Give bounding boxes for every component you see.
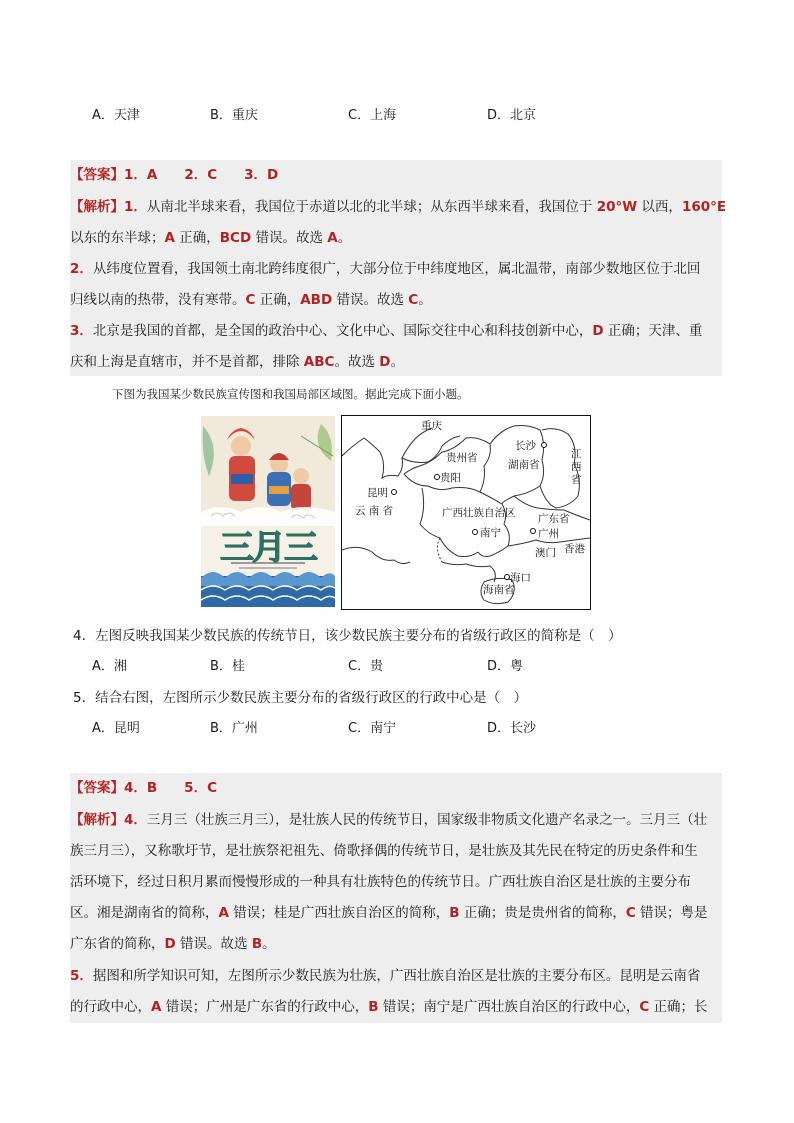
analysis2-line-7: 的行政中心，A 错误；广州是广东省的行政中心，B 错误；南宁是广西壮族自治区的行政中心，C 正确；长: [70, 999, 708, 1015]
map-label-guizhou: 贵州省: [446, 452, 478, 464]
q4-option-c: C．贵: [348, 659, 384, 674]
answer-line-2: 【答案】4．B 5．C: [70, 780, 217, 796]
analysis-line-5: 3．北京是我国的首都，是全国的政治中心、文化中心、国际交往中心和科技创新中心，D 正确；天津、重: [70, 323, 703, 339]
map-label-guangdong: 广东省: [538, 513, 570, 525]
q4-option-a: A．湘: [92, 659, 127, 674]
festival-poster-image: [201, 416, 335, 607]
map-label-macau: 澳门: [535, 547, 556, 559]
map-label-nanning: 南宁: [480, 527, 501, 539]
map-label-yunnan: 云 南 省: [355, 505, 394, 517]
analysis-line-2: 以东的东半球；A 正确，BCD 错误。故选 A。: [70, 230, 352, 246]
kunming-dot: [391, 489, 397, 495]
region-map: [341, 415, 591, 610]
map-label-haikou: 海口: [510, 572, 531, 584]
q4-option-b: B．桂: [210, 659, 245, 674]
analysis2-line-3: 活环境下，经过日积月累而慢慢形成的一种具有壮族特色的传统节日。广西壮族自治区是壮族的主要分布: [70, 874, 691, 890]
guiyang-dot: [434, 474, 440, 480]
map-label-guiyang: 贵阳: [440, 472, 461, 484]
question-4-stem: 4．左图反映我国某少数民族的传统节日，该少数民族主要分布的省级行政区的简称是（ ）: [73, 628, 622, 644]
q5-option-a: A．昆明: [92, 721, 140, 736]
map-label-hongkong: 香港: [564, 543, 585, 555]
nanning-dot: [472, 529, 478, 535]
figure-caption: 下图为我国某少数民族宣传图和我国局部区域图。据此完成下面小题。: [112, 387, 469, 401]
q5-option-d: D．长沙: [487, 721, 537, 736]
map-label-changsha: 长沙: [515, 440, 536, 452]
option-b: B．重庆: [210, 108, 258, 123]
option-c: C．上海: [348, 108, 397, 123]
analysis-line-3: 2．从纬度位置看，我国领土南北跨纬度很广，大部分位于中纬度地区，属北温带，南部少数地区位于北回: [70, 261, 701, 277]
map-label-guangzhou: 广州: [538, 528, 559, 540]
q5-option-b: B．广州: [210, 721, 258, 736]
answer-line-1: 【答案】1．A 2．C 3．D: [70, 167, 279, 183]
analysis2-line-2: 族三月三），又称歌圩节，是壮族祭祀祖先、倚歌择偶的传统节日，是壮族及其先民在特定的历史条件和生: [70, 843, 698, 859]
map-label-guangxi: 广西壮族自治区: [442, 507, 516, 519]
analysis2-line-6: 5．据图和所学知识可知，左图所示少数民族为壮族，广西壮族自治区是壮族的主要分布区。昆明是云南省: [70, 968, 701, 984]
guangzhou-dot: [530, 528, 536, 534]
analysis2-line-1: 【解析】4．三月三（壮族三月三），是壮族人民的传统节日，国家级非物质文化遗产名录之一。三月三（壮: [70, 812, 708, 828]
poster-title: 三月三: [220, 528, 316, 568]
analysis-line-1: 【解析】1．从南北半球来看，我国位于赤道以北的北半球；从东西半球来看，我国位于 20°W 以西，160°E: [70, 199, 727, 215]
map-label-kunming: 昆明: [367, 487, 388, 499]
analysis2-line-4: 区。湘是湖南省的简称，A 错误；桂是广西壮族自治区的简称，B 正确；贵是贵州省的简称，C 错误；粤是: [70, 905, 708, 921]
poster-illustration: [201, 416, 335, 607]
analysis-line-6: 庆和上海是直辖市，并不是首都，排除 ABC。故选 D。: [70, 354, 404, 370]
analysis-line-4: 归线以南的热带，没有寒带。C 正确，ABD 错误。故选 C。: [70, 292, 432, 308]
map-label-chongqing: 重庆: [421, 420, 442, 432]
option-d: D．北京: [487, 108, 537, 123]
changsha-dot: [541, 442, 547, 448]
q5-option-c: C．南宁: [348, 721, 397, 736]
map-label-jiangxi: 江西省: [571, 448, 582, 486]
map-label-hainan: 海南省: [483, 584, 515, 596]
analysis2-line-5: 广东省的简称，D 错误。故选 B。: [70, 936, 276, 952]
option-a: A．天津: [92, 108, 140, 123]
map-label-hunan: 湖南省: [508, 459, 540, 471]
q4-option-d: D．粤: [487, 659, 524, 674]
question-5-stem: 5．结合右图，左图所示少数民族主要分布的省级行政区的行政中心是（ ）: [73, 690, 528, 706]
haikou-dot: [504, 574, 510, 580]
